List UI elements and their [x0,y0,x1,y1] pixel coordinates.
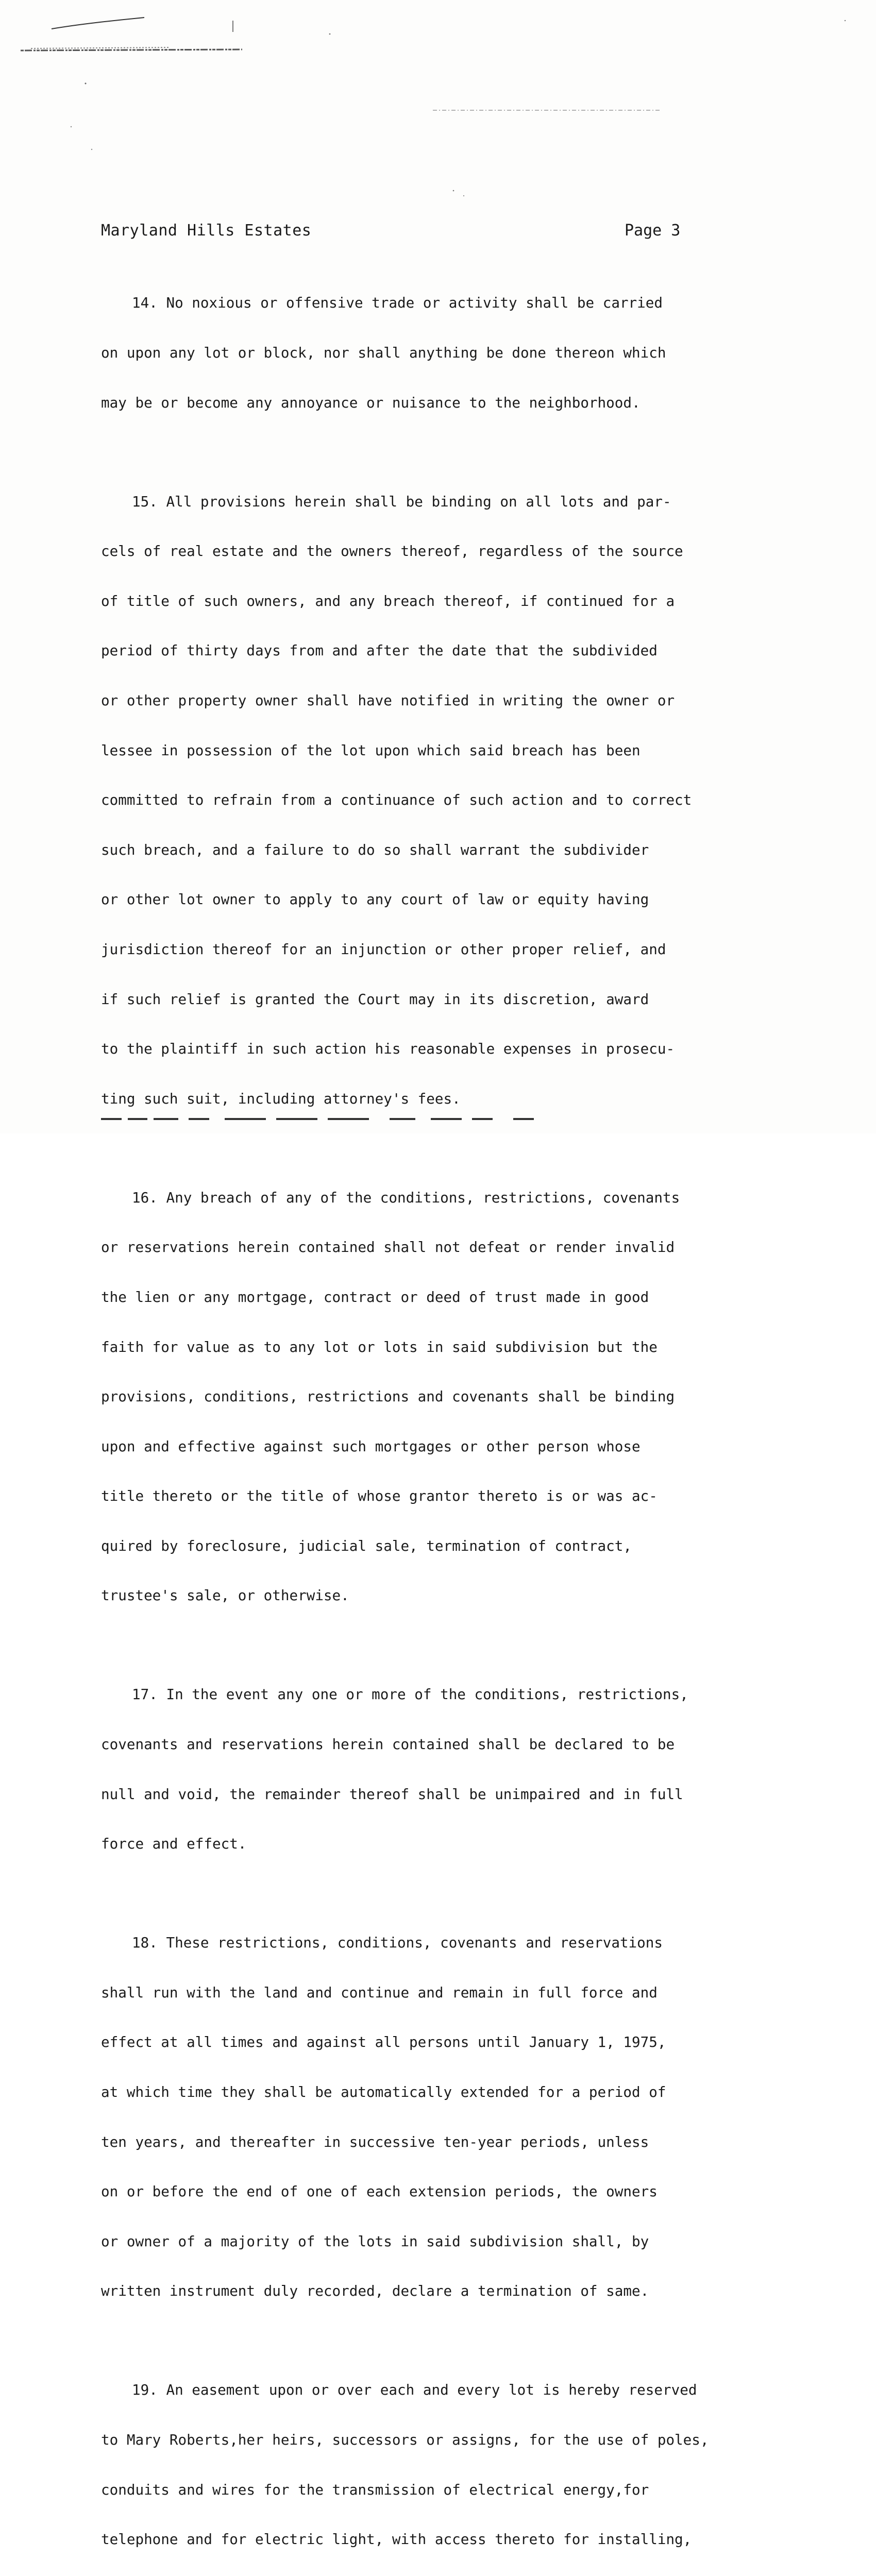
paragraph-14 [101,262,812,444]
paragraph-line: on or before the end of one of each extension periods, the owners [101,2183,658,2200]
paragraph-number: 19. [132,2381,158,2399]
paragraph-line: or owner of a majority of the lots in said subdivision shall, by [101,2232,649,2250]
paragraph-line: null and void, the remainder thereof shall be unimpaired and in full [101,1785,683,1803]
cut-off-text-line [101,1117,771,1129]
document-title: Maryland Hills Estates [101,222,312,240]
paragraph-line: or reservations herein contained shall not defeat or render invalid [101,1239,675,1256]
paragraph-line: covenants and reservations herein contained shall be declared to be [101,1736,675,1753]
paragraph-line: These restrictions, conditions, covenants and reservations [166,1934,663,1952]
paragraph-line: Any breach of any of the conditions, restrictions, covenants [166,1189,680,1206]
paragraph-line: trustee's sale, or otherwise. [101,1587,349,1604]
paragraph-line: if such relief is granted the Court may in its discretion, award [101,990,649,1008]
paragraph-number: 18. [132,1934,158,1952]
paragraph-number: 16. [132,1189,158,1206]
paragraph-line: or other property owner shall have notified in writing the owner or [101,691,675,709]
paragraph-16 [101,1156,812,1637]
paragraph-line: An easement upon or over each and every lot is hereby reserved [166,2381,697,2399]
paragraph-line: shall run with the land and continue and remain in full force and [101,1984,658,2001]
paragraph-number: 15. [132,493,158,510]
paragraph-line: effect at all times and against all persons until January 1, 1975, [101,2033,666,2051]
paragraph-19 [101,2349,812,2576]
paragraph-line: ting such suit, including attorney's fees. [101,1090,461,1107]
paragraph-line: such breach, and a failure to do so shall warrant the subdivider [101,841,649,858]
paragraph-line: lessee in possession of the lot upon which said breach has been [101,741,641,759]
paragraph-line: written instrument duly recorded, declare a termination of same. [101,2282,649,2300]
paragraph-line: of title of such owners, and any breach thereof, if continued for a [101,592,675,609]
paragraph-17 [101,1653,812,1886]
paragraph-line: may be or become any annoyance or nuisance to the neighborhood. [101,394,641,411]
paragraph-line: committed to refrain from a continuance of such action and to correct [101,791,692,809]
paragraph-line: the lien or any mortgage, contract or deed of trust made in good [101,1288,649,1306]
paragraph-line: to Mary Roberts,her heirs, successors or assigns, for the use of poles, [101,2431,709,2448]
document-body [101,262,812,2576]
paragraph-line: telephone and for electric light, with access thereto for installing, [101,2531,692,2548]
paragraph-line: or other lot owner to apply to any court of law or equity having [101,891,649,908]
paragraph-line: to the plaintiff in such action his reasonable expenses in prosecu- [101,1040,675,1058]
paragraph-line: ten years, and thereafter in successive ten-year periods, unless [101,2133,649,2150]
paragraph-line: In the event any one or more of the conditions, restrictions, [166,1686,688,1703]
paragraph-number: 14. [132,294,158,312]
page-header [101,222,688,244]
paragraph-line: at which time they shall be automatically extended for a period of [101,2083,666,2101]
paragraph-line: period of thirty days from and after the date that the subdivided [101,642,658,659]
paragraph-15 [101,460,812,1140]
paragraph-line: conduits and wires for the transmission of electrical energy,for [101,2481,649,2498]
paragraph-line: jurisdiction thereof for an injunction or other proper relief, and [101,940,666,958]
paragraph-line: on upon any lot or block, nor shall anything be done thereon which [101,344,666,361]
paragraph-line: cels of real estate and the owners thereof, regardless of the source [101,543,683,560]
paragraph-line: provisions, conditions, restrictions and covenants shall be binding [101,1388,675,1405]
paragraph-line: No noxious or offensive trade or activity shall be carried [166,294,663,312]
paragraph-number: 17. [132,1686,158,1703]
paragraph-line: faith for value as to any lot or lots in said subdivision but the [101,1338,658,1355]
paragraph-line: All provisions herein shall be binding on all lots and par- [166,493,671,510]
paragraph-line: upon and effective against such mortgages or other person whose [101,1437,641,1455]
paragraph-line: quired by foreclosure, judicial sale, termination of contract, [101,1537,632,1554]
paragraph-18 [101,1902,812,2333]
page-number: Page 3 [625,222,681,240]
paragraph-line: title thereto or the title of whose grantor thereto is or was ac- [101,1487,658,1505]
paragraph-line: force and effect. [101,1835,247,1853]
scan-artifacts [0,0,876,237]
